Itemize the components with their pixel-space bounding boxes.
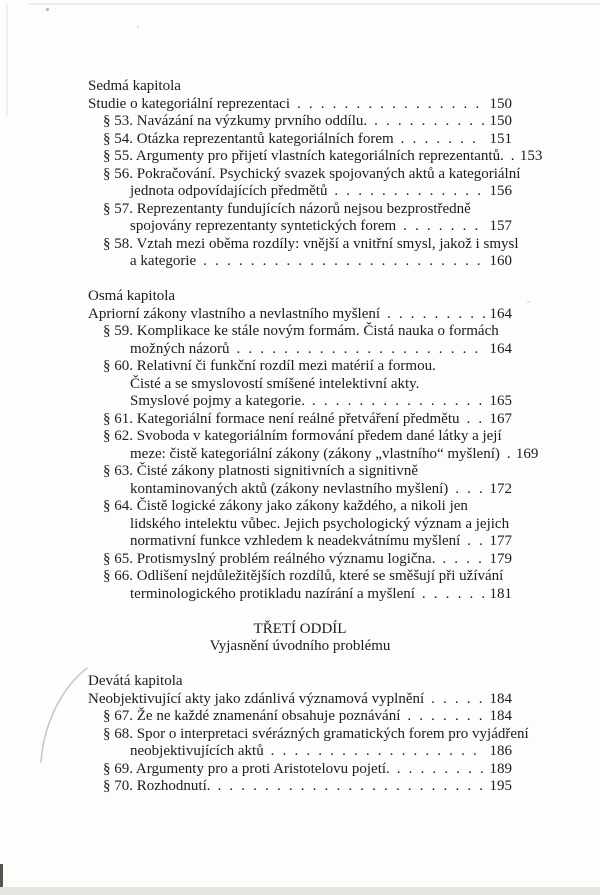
page-number: 184 xyxy=(489,690,512,707)
paragraph-entry-continuation xyxy=(88,533,512,551)
page-number: 156 xyxy=(489,183,512,199)
page-number: 184 xyxy=(489,708,512,724)
toc-line-text: Osmá kapitola xyxy=(88,288,176,304)
dot-leader xyxy=(435,551,484,569)
page-number: 164 xyxy=(489,305,512,322)
paragraph-entry xyxy=(88,463,512,481)
page-number: 165 xyxy=(489,393,512,409)
toc-line-text: lidského intelektu vůbec. Jejich psychologický význam a jejich xyxy=(130,515,510,532)
scan-speck xyxy=(46,8,49,11)
dot-leader xyxy=(327,183,484,201)
paragraph-entry xyxy=(88,113,512,131)
toc-line-text: Studie o kategoriální reprezentaci xyxy=(88,95,290,112)
paragraph-entry-continuation xyxy=(88,183,512,201)
table-of-contents xyxy=(88,78,543,796)
toc-line-text: § 55. Argumenty pro přijetí vlastních kategoriálních reprezentantů. xyxy=(103,148,504,164)
paragraph-entry xyxy=(88,568,512,586)
paragraph-entry xyxy=(88,428,512,446)
toc-line-text: Smyslové pojmy a kategorie. xyxy=(130,393,305,409)
page-number: 157 xyxy=(489,218,512,234)
toc-line-text: § 54. Otázka reprezentantů kategoriálních forem xyxy=(103,130,394,147)
dot-leader xyxy=(424,691,484,709)
page-number: 167 xyxy=(489,410,512,427)
dot-leader xyxy=(305,393,485,411)
toc-lines xyxy=(88,78,543,796)
page-number: 172 xyxy=(489,480,512,497)
dot-leader xyxy=(415,586,485,604)
toc-line-text: možných názorů xyxy=(130,340,230,357)
paragraph-entry xyxy=(88,761,512,779)
toc-line-text: § 63. Čisté zákony platnosti signitivních a signitivně xyxy=(103,463,418,479)
page-number: 179 xyxy=(489,550,512,567)
chapter-title xyxy=(88,96,512,114)
toc-line-text: Čisté a se smyslovostí smíšené intelektivní akty. xyxy=(130,375,420,392)
dot-leader xyxy=(400,708,484,726)
dot-leader xyxy=(196,253,484,271)
chapter-title xyxy=(88,691,512,709)
scan-edge-dark-mark xyxy=(0,864,3,888)
paragraph-entry xyxy=(88,725,529,744)
toc-line-text: a kategorie xyxy=(130,253,197,269)
toc-line-text: normativní funkce vzhledem k neadekvátnímu myšlení xyxy=(130,533,461,549)
toc-line-text: § 66. Odlišení nejdůležitějších rozdílů, které se směšují při užívání xyxy=(103,568,504,584)
paragraph-entry-continuation xyxy=(88,341,512,359)
paragraph-entry-continuation xyxy=(88,481,512,499)
toc-line-text: spojovány reprezentanty syntetických forem xyxy=(130,218,397,234)
dot-leader xyxy=(500,446,511,464)
dot-leader xyxy=(504,148,515,166)
scan-edge-left-line xyxy=(6,4,8,116)
chapter-heading xyxy=(88,78,512,96)
toc-line-text: § 60. Relativní či funkční rozdíl mezi matérií a formou. xyxy=(103,358,436,374)
dot-leader xyxy=(460,411,485,429)
toc-line-text: Vyjasnění úvodního problému xyxy=(209,638,391,654)
page-number: 181 xyxy=(489,585,512,602)
dot-leader xyxy=(211,778,485,796)
page-number: 150 xyxy=(489,113,512,129)
paragraph-entry xyxy=(88,235,519,254)
toc-line-text: § 65. Protismyslný problém reálného významu logična. xyxy=(103,550,436,567)
toc-line-text: § 69. Argumenty pro a proti Aristotelovu pojetí. xyxy=(103,760,390,777)
toc-line-text: TŘETÍ ODDÍL xyxy=(253,620,347,637)
dot-leader xyxy=(367,113,484,131)
page-number: 160 xyxy=(489,253,512,269)
paragraph-entry-continuation xyxy=(88,376,512,394)
page-number: 151 xyxy=(489,130,512,147)
toc-line-text: neobjektivujících aktů xyxy=(130,743,264,759)
scan-edge-top-line xyxy=(28,3,600,5)
scan-speck xyxy=(527,301,530,303)
section-heading xyxy=(88,621,512,639)
paragraph-entry-continuation xyxy=(88,218,512,236)
paragraph-entry xyxy=(88,148,543,166)
toc-line-text: Sedmá kapitola xyxy=(88,78,181,94)
toc-line-text: terminologického protikladu nazírání a myšlení xyxy=(130,585,415,602)
page-number: 189 xyxy=(489,760,512,777)
dot-leader xyxy=(264,743,485,761)
toc-line-text: § 58. Vztah mezi oběma rozdíly: vnější a vnitřní smysl, jakož i smysl xyxy=(103,235,519,252)
toc-line-text: Devátá kapitola xyxy=(88,673,183,689)
toc-line-text: § 70. Rozhodnutí. xyxy=(103,778,211,794)
toc-line-text: § 59. Komplikace ke stále novým formám. Čistá nauka o formách xyxy=(103,323,499,339)
dot-leader xyxy=(394,131,485,149)
paragraph-entry-continuation xyxy=(88,586,512,604)
page-number: 164 xyxy=(489,340,512,357)
toc-line-text: kontaminovaných aktů (zákony nevlastního myšlení) xyxy=(130,480,449,497)
page-number: 177 xyxy=(489,533,512,549)
scan-edge-bottom-band xyxy=(0,887,600,895)
page-number: 150 xyxy=(489,95,512,112)
paragraph-entry xyxy=(88,778,512,796)
dot-leader xyxy=(380,306,484,324)
paragraph-entry-continuation xyxy=(88,445,539,464)
toc-line-text: Neobjektivující akty jako zdánlivá významová vyplnění xyxy=(88,690,425,707)
toc-line-text: § 62. Svoboda v kategoriálním formování předem dané látky a její xyxy=(103,428,502,444)
toc-line-text: jednota odpovídajících předmětů xyxy=(130,183,328,199)
scan-hairline-curve-artifact xyxy=(32,662,102,772)
toc-line-text: § 53. Navázání na výzkumy prvního oddílu. xyxy=(103,113,368,129)
toc-line-text: § 68. Spor o interpretaci svérázných gramatických forem pro vyjádření xyxy=(103,725,529,742)
dot-leader xyxy=(460,533,484,551)
paragraph-entry xyxy=(88,708,512,726)
chapter-title xyxy=(88,306,512,324)
dot-leader xyxy=(396,218,484,236)
dot-leader xyxy=(230,341,485,359)
toc-line-text: meze: čistě kategoriální zákony (zákony „vlastního“ myšlení) xyxy=(130,445,500,462)
section-subtitle xyxy=(88,638,512,656)
paragraph-entry xyxy=(88,358,512,376)
dot-leader xyxy=(448,481,484,499)
paragraph-entry xyxy=(88,551,512,569)
toc-line-text: § 67. Že ne každé znamenání obsahuje poznávání xyxy=(103,708,401,724)
paragraph-entry-continuation xyxy=(88,393,512,411)
paragraph-entry xyxy=(88,131,512,149)
paragraph-entry-continuation xyxy=(88,516,512,534)
page-number: 153 xyxy=(519,148,543,164)
toc-line-text: § 61. Kategoriální formace není reálné přetváření předmětu xyxy=(103,410,460,427)
chapter-heading xyxy=(88,288,512,306)
page-number: 169 xyxy=(515,445,539,462)
toc-line-text: § 57. Reprezentanty fundujících názorů nejsou bezprostředně xyxy=(103,200,471,217)
paragraph-entry-continuation xyxy=(88,743,512,761)
scan-speck xyxy=(137,26,139,28)
dot-leader xyxy=(290,96,485,114)
page-number: 195 xyxy=(489,778,512,794)
dot-leader xyxy=(390,761,485,779)
paragraph-entry xyxy=(88,498,512,516)
paragraph-entry xyxy=(88,411,512,429)
toc-line-text: § 56. Pokračování. Psychický svazek spojovaných aktů a kategoriální xyxy=(103,165,521,182)
paragraph-entry xyxy=(88,165,521,184)
paragraph-entry xyxy=(88,201,512,219)
toc-line-text: § 64. Čistě logické zákony jako zákony každého, a nikoli jen xyxy=(103,498,468,514)
paragraph-entry-continuation xyxy=(88,253,512,271)
toc-line-text: Apriorní zákony vlastního a nevlastního myšlení xyxy=(88,305,381,322)
chapter-heading xyxy=(88,673,512,691)
paragraph-entry xyxy=(88,323,512,341)
page-number: 186 xyxy=(489,743,512,759)
